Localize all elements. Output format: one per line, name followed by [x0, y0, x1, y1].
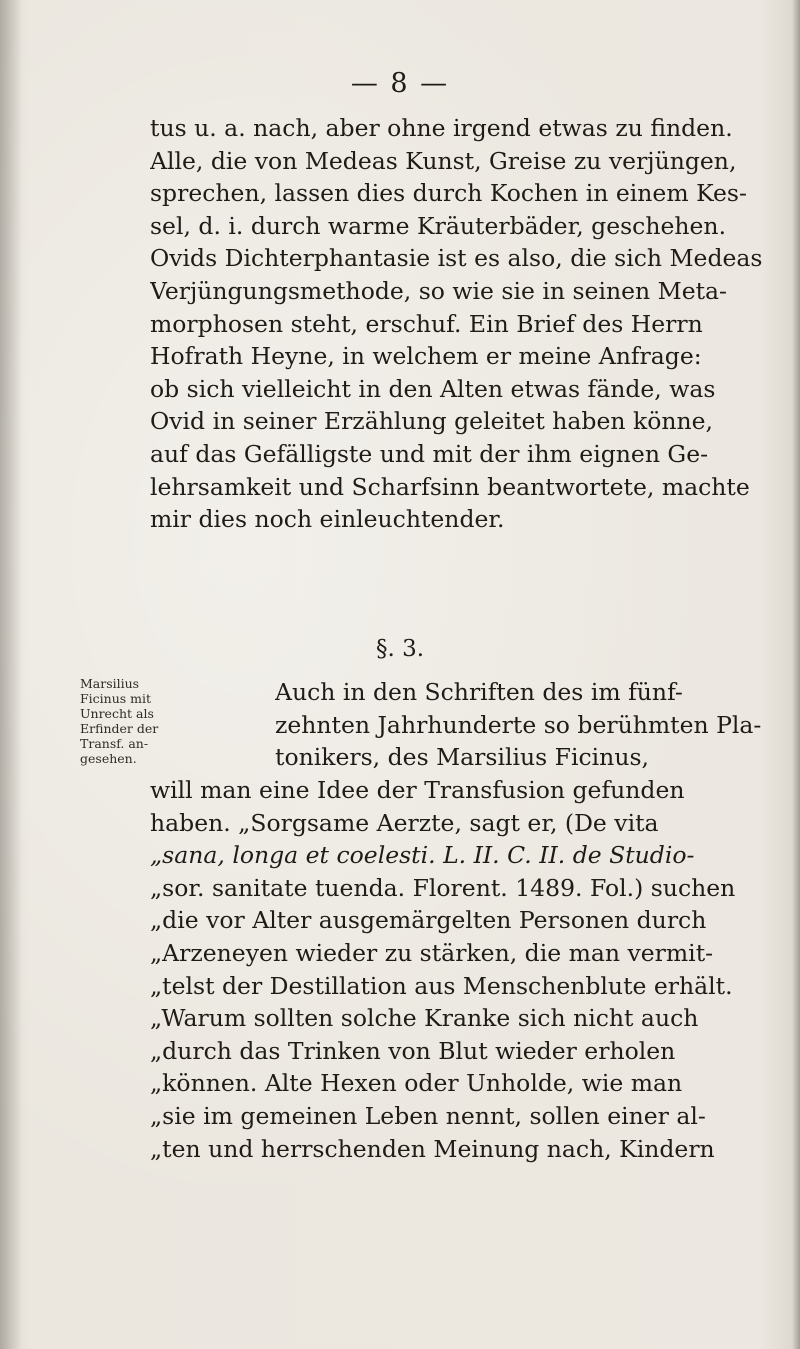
margin-note-line: Erfinder der	[80, 721, 159, 736]
text-line: Alle, die von Medeas Kunst, Greise zu verjüngen,	[150, 146, 737, 175]
text-line: „können. Alte Hexen oder Unholde, wie man	[150, 1069, 683, 1098]
text-line: Ovids Dichterphantasie ist es also, die sich Medeas	[150, 244, 763, 273]
section-heading: §. 3.	[375, 636, 425, 662]
text-line: „telst der Destillation aus Menschenblute erhält.	[150, 971, 733, 1000]
text-line: Auch in den Schriften des im fünf-	[275, 678, 683, 706]
text-line: „die vor Alter ausgemärgelten Personen durch	[150, 906, 707, 935]
text-line: lehrsamkeit und Scharfsinn beantwortete, machte	[150, 472, 750, 501]
text-line: „sor. sanitate tuenda. Florent. 1489. Fol.) suchen	[150, 873, 736, 902]
margin-note-line: Marsilius	[80, 676, 140, 691]
text-line: mir dies noch einleuchtender.	[150, 505, 505, 534]
margin-note-line: Transf. an-	[80, 736, 149, 751]
text-line: Ovid in seiner Erzählung geleitet haben könne,	[150, 407, 714, 436]
paragraph-2	[150, 774, 790, 1165]
text-line: sprechen, lassen dies durch Kochen in einem Kes-	[150, 179, 747, 208]
paragraph-2-indented	[275, 676, 790, 774]
text-line: haben. „Sorgsame Aerzte, sagt er, (De vita	[150, 808, 659, 837]
text-line: tonikers, des Marsilius Ficinus,	[275, 743, 649, 772]
text-line: tus u. a. nach, aber ohne irgend etwas zu finden.	[150, 114, 733, 142]
gutter-shadow	[0, 0, 22, 1349]
text-line: „Warum sollten solche Kranke sich nicht auch	[150, 1004, 699, 1033]
margin-note-line: Ficinus mit	[80, 691, 152, 706]
text-line: zehnten Jahrhunderte so berühmten Pla-	[275, 710, 762, 739]
text-line: „ten und herrschenden Meinung nach, Kindern	[150, 1134, 715, 1163]
paragraph-1	[150, 112, 790, 536]
text-line: Hofrath Heyne, in welchem er meine Anfrage:	[150, 342, 702, 371]
text-line: ob sich vielleicht in den Alten etwas fände, was	[150, 374, 716, 403]
margin-note	[80, 676, 159, 766]
margin-note-line: gesehen.	[80, 751, 137, 766]
margin-note-line: Unrecht als	[80, 706, 154, 721]
page-number: — 8 —	[350, 68, 450, 99]
text-line: „sie im gemeinen Leben nennt, sollen einer al-	[150, 1101, 706, 1130]
text-line: „Arzeneyen wieder zu stärken, die man vermit-	[150, 938, 714, 967]
page-edge-shadow	[792, 0, 800, 1349]
text-line: sel, d. i. durch warme Kräuterbäder, geschehen.	[150, 211, 727, 240]
text-line: morphosen steht, erschuf. Ein Brief des Herrn	[150, 309, 703, 338]
text-line: auf das Gefälligste und mit der ihm eignen Ge-	[150, 439, 709, 468]
text-line: will man eine Idee der Transfusion gefunden	[150, 776, 685, 804]
text-line: Verjüngungsmethode, so wie sie in seinen Meta-	[150, 276, 727, 305]
text-line: „sana, longa et coelesti. L. II. C. II. de Studio-	[150, 841, 695, 870]
text-line: „durch das Trinken von Blut wieder erholen	[150, 1036, 676, 1065]
